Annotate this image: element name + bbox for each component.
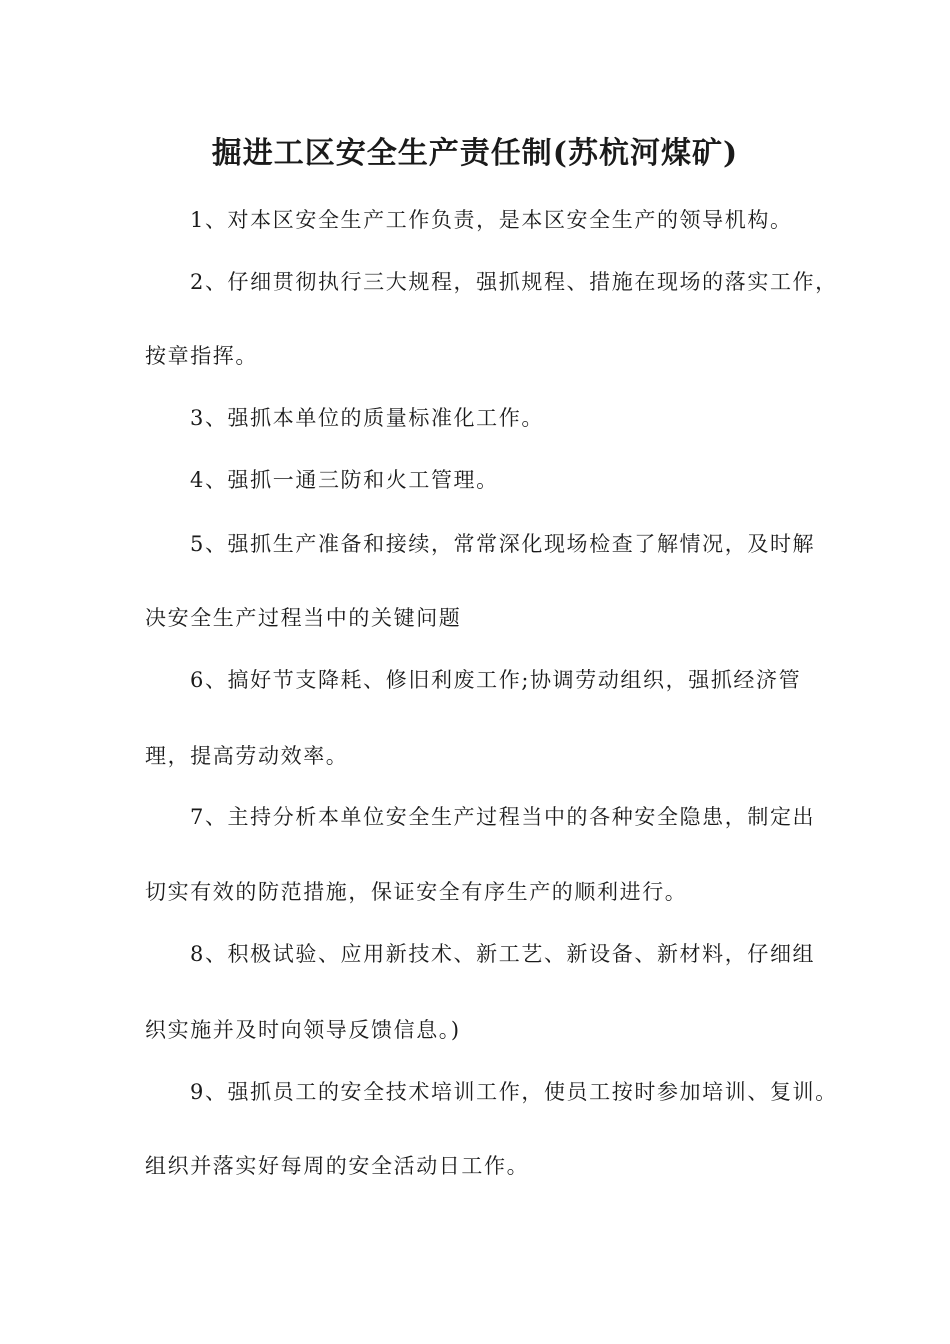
paragraph-line-1: 1、对本区安全生产工作负责，是本区安全生产的领导机构。 (190, 208, 793, 232)
paragraph-line-3: 3、强抓本单位的质量标准化工作。 (190, 406, 544, 430)
paragraph-line-4: 4、强抓一通三防和火工管理。 (190, 468, 499, 492)
paragraph-line-7-cont: 切实有效的防范措施，保证安全有序生产的顺利进行。 (145, 880, 688, 904)
paragraph-line-5: 5、强抓生产准备和接续，常常深化现场检查了解情况，及时解 (190, 532, 816, 556)
paragraph-line-5-cont: 决安全生产过程当中的关键问题 (145, 606, 462, 630)
paragraph-line-9-cont: 组织并落实好每周的安全活动日工作。 (145, 1154, 530, 1178)
paragraph-line-9: 9、强抓员工的安全技术培训工作，使员工按时参加培训、复训。 (190, 1080, 838, 1104)
paragraph-line-2: 2、仔细贯彻执行三大规程，强抓规程、措施在现场的落实工作， (190, 270, 838, 294)
paragraph-line-6-cont: 理，提高劳动效率。 (145, 744, 349, 768)
paragraph-line-7: 7、主持分析本单位安全生产过程当中的各种安全隐患，制定出 (190, 805, 816, 829)
paragraph-line-2-cont: 按章指挥。 (145, 344, 258, 368)
paragraph-line-8-cont: 织实施并及时向领导反馈信息。) (145, 1018, 461, 1042)
document-title: 掘进工区安全生产责任制(苏杭河煤矿) (211, 136, 739, 171)
paragraph-line-6: 6、搞好节支降耗、修旧利废工作;协调劳动组织，强抓经济管 (190, 668, 802, 692)
paragraph-line-8: 8、积极试验、应用新技术、新工艺、新设备、新材料，仔细组 (190, 942, 816, 966)
